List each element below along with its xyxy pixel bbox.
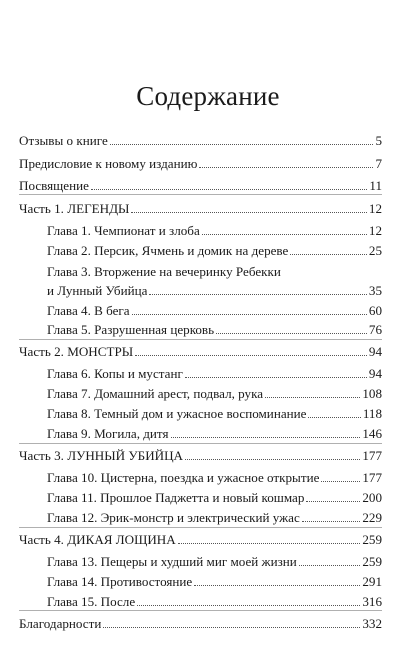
toc-entry-label: Часть 3. ЛУННЫЙ УБИЙЦА [19,448,184,463]
dot-leader [306,501,360,502]
toc-page-number: 200 [362,490,382,505]
toc-page-number: 229 [362,510,382,525]
toc-entry-label: Глава 15. После [47,594,136,609]
toc-entry-label: Глава 14. Противостояние [47,574,193,589]
toc-part-3 [19,446,382,464]
toc-entry-label: Предисловие к новому изданию [19,156,198,171]
toc-chapter-11 [47,488,382,506]
toc-chapter-3 [47,281,382,299]
toc-chapter-4 [47,301,382,319]
toc-chapter-3-line-1 [47,262,382,280]
toc-page-number: 94 [368,344,382,359]
dot-leader [103,627,360,628]
dot-leader [199,167,373,168]
toc-page-number: 12 [368,201,382,216]
toc-chapter-12 [47,508,382,526]
toc-entry-label: Благодарности [19,616,102,631]
dot-leader [137,605,360,606]
toc-chapter-14 [47,572,382,590]
dot-leader [299,565,361,566]
dot-leader [171,437,361,438]
page-title: Содержание [136,81,280,111]
toc-chapter-6 [47,364,382,382]
toc-chapter-10 [47,468,382,486]
toc-part-4 [19,530,382,548]
toc-page-number: 118 [362,406,382,421]
dot-leader [132,314,367,315]
section-divider [19,527,382,528]
toc-entry-acknowledgements [19,614,382,632]
toc-page-number: 177 [362,470,382,485]
toc-chapter-15 [47,592,382,610]
toc-page-number: 7 [375,156,382,171]
toc-entry-label: Глава 12. Эрик-монстр и электрический ужас [47,510,300,525]
dot-leader [135,355,367,356]
toc-entry-label: Глава 3. Вторжение на вечеринку Ребекки [47,264,281,279]
toc-page-number: 25 [368,243,382,258]
toc-entry-label: Отзывы о книге [19,133,108,148]
toc-page-number: 94 [368,366,382,381]
section-divider [19,339,382,340]
toc-entry-label: Глава 2. Персик, Ячмень и домик на дереве [47,243,289,258]
toc-entry-label: Посвящение [19,178,89,193]
dot-leader [110,144,374,145]
dot-leader [308,417,360,418]
toc-entry-label: Глава 1. Чемпионат и злоба [47,223,200,238]
toc-chapter-7 [47,384,382,402]
toc-entry-label: Глава 11. Прошлое Паджетта и новый кошмар [47,490,305,505]
toc-chapter-8 [47,404,382,422]
toc-part-2 [19,342,382,360]
section-divider [19,443,382,444]
toc-chapter-2 [47,241,382,259]
toc-entry-label: Глава 7. Домашний арест, подвал, рука [47,386,264,401]
toc-chapter-9 [47,424,382,442]
toc-entry-label: Часть 1. ЛЕГЕНДЫ [19,201,130,216]
dot-leader [194,585,360,586]
toc-page-number: 76 [368,322,382,337]
toc-entry-reviews [19,131,382,149]
toc-page-number: 5 [375,133,382,148]
toc-chapter-1 [47,221,382,239]
toc-entry-label: Часть 4. ДИКАЯ ЛОЩИНА [19,532,176,547]
section-divider [19,610,382,611]
toc-page-number: 12 [368,223,382,238]
toc-entry-label: Часть 2. МОНСТРЫ [19,344,134,359]
dot-leader [202,234,367,235]
toc-page-number: 259 [362,532,382,547]
toc-page-number: 60 [368,303,382,318]
toc-page-number: 259 [362,554,382,569]
dot-leader [185,459,360,460]
toc-entry-label: Глава 8. Темный дом и ужасное воспоминание [47,406,307,421]
dot-leader [178,543,361,544]
dot-leader [302,521,361,522]
dot-leader [149,294,366,295]
dot-leader [290,254,367,255]
toc-page-number: 35 [368,283,382,298]
toc-page-number: 108 [362,386,382,401]
dot-leader [216,333,367,334]
toc-entry-label: Глава 5. Разрушенная церковь [47,322,215,337]
toc-page-number: 316 [362,594,382,609]
dot-leader [321,481,360,482]
toc-entry-label-continued: и Лунный Убийца [47,283,148,298]
section-divider [19,194,382,195]
toc-entry-label: Глава 13. Пещеры и худший миг моей жизни [47,554,297,569]
toc-entry-dedication [19,176,382,194]
toc-page-number: 177 [362,448,382,463]
toc-entry-preface [19,154,382,172]
toc-part-1 [19,199,382,217]
toc-entry-label: Глава 10. Цистерна, поездка и ужасное открытие [47,470,320,485]
dot-leader [131,212,366,213]
toc-entry-label: Глава 9. Могила, дитя [47,426,169,441]
toc-entry-label: Глава 4. В бега [47,303,130,318]
dot-leader [265,397,360,398]
dot-leader [185,377,367,378]
toc-chapter-13 [47,552,382,570]
dot-leader [91,189,367,190]
toc-page-number: 291 [362,574,382,589]
toc-page-number: 146 [362,426,382,441]
toc-entry-label: Глава 6. Копы и мустанг [47,366,183,381]
toc-page-number: 11 [369,178,382,193]
toc-page-number: 332 [362,616,382,631]
toc-chapter-5 [47,320,382,338]
